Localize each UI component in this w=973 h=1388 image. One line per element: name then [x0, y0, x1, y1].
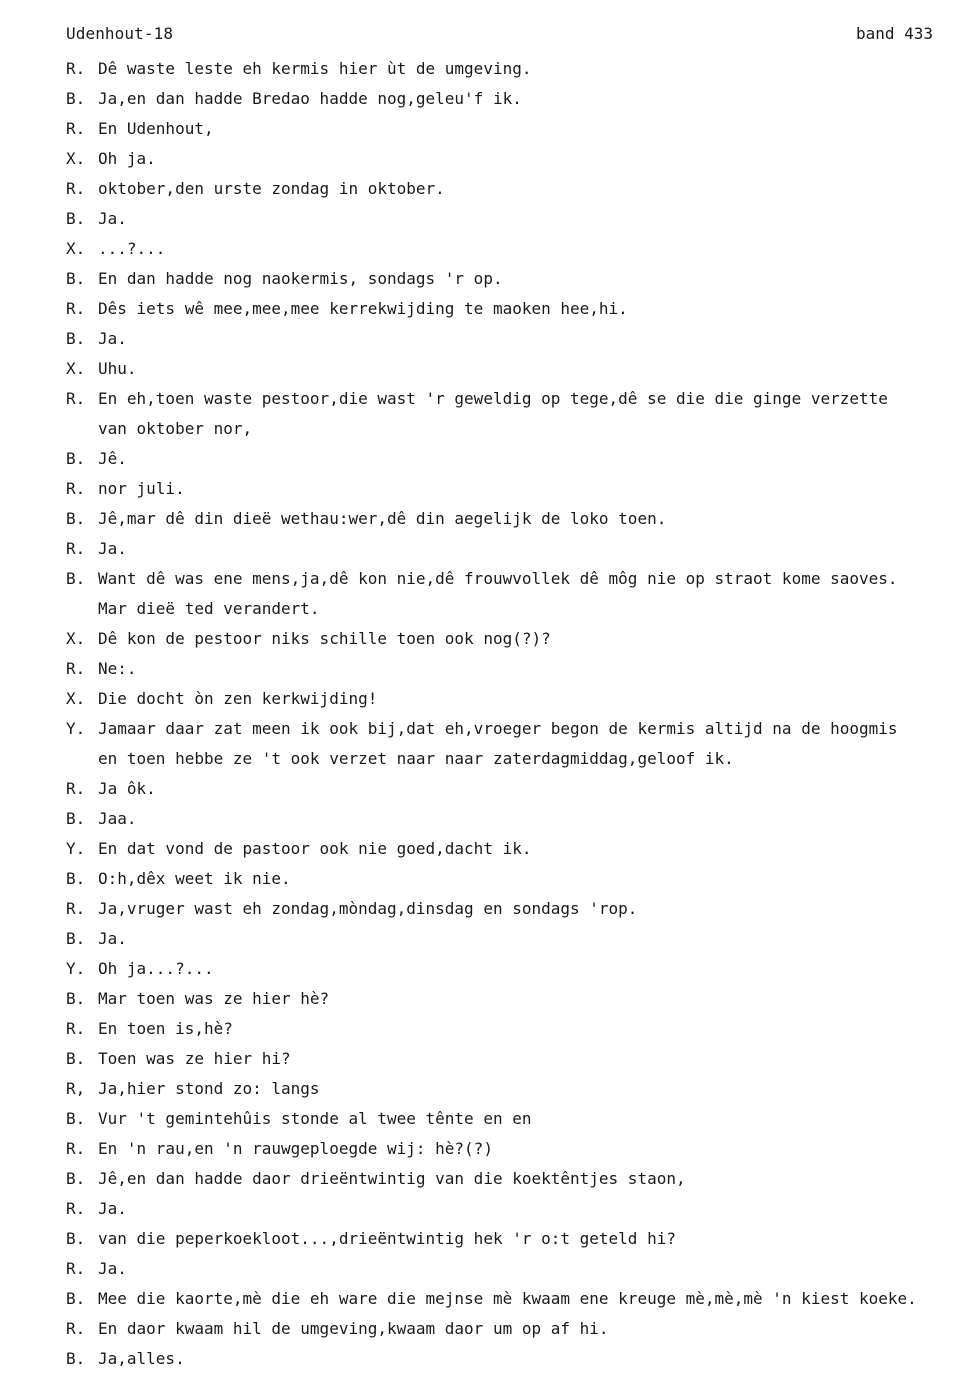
transcript-line — [66, 268, 956, 298]
transcript-line — [66, 208, 956, 238]
speaker-label: R. — [66, 389, 86, 408]
utterance-text: Ja. — [98, 329, 127, 348]
utterance-text: En eh,toen waste pestoor,die wast 'r geweldig op tege,dê se die die ginge verzette — [98, 389, 888, 408]
speaker-label: B. — [66, 1289, 86, 1308]
transcript-line — [66, 988, 956, 1018]
transcript-line — [66, 88, 956, 118]
utterance-text: Mar toen was ze hier hè? — [98, 989, 330, 1008]
speaker-label: B. — [66, 89, 86, 108]
speaker-label: B. — [66, 1049, 86, 1068]
utterance-text: Jamaar daar zat meen ik ook bij,dat eh,vroeger begon de kermis altijd na de hoogmis — [98, 719, 898, 738]
utterance-text: Ja ôk. — [98, 779, 156, 798]
speaker-label: B. — [66, 1349, 86, 1368]
speaker-label: R. — [66, 479, 86, 498]
transcript-line — [66, 1198, 956, 1228]
transcript-line — [66, 778, 956, 808]
transcript-line — [66, 1108, 956, 1138]
speaker-label: R. — [66, 179, 86, 198]
document-id: Udenhout-18 — [66, 24, 174, 43]
speaker-label: B. — [66, 929, 86, 948]
utterance-text: Vur 't gemintehûis stonde al twee tênte en en — [98, 1109, 532, 1128]
utterance-text: Die docht òn zen kerkwijding! — [98, 689, 378, 708]
utterance-text: ...?... — [98, 239, 166, 258]
transcript-line — [66, 928, 956, 958]
page-header — [66, 24, 933, 50]
transcript-line — [66, 658, 956, 688]
speaker-label: R. — [66, 119, 86, 138]
speaker-label: R. — [66, 659, 86, 678]
transcript-line — [66, 1018, 956, 1048]
transcript-line — [66, 748, 956, 778]
utterance-text: Ja,vruger wast eh zondag,mòndag,dinsdag en sondags 'rop. — [98, 899, 638, 918]
utterance-text: Ja,alles. — [98, 1349, 185, 1368]
utterance-text: Jê,mar dê din dieë wethau:wer,dê din aegelijk de loko toen. — [98, 509, 667, 528]
transcript-line — [66, 628, 956, 658]
transcript-line — [66, 1228, 956, 1258]
speaker-label: B. — [66, 1229, 86, 1248]
speaker-label: X. — [66, 359, 86, 378]
utterance-text: En 'n rau,en 'n rauwgeploegde wij: hè?(?) — [98, 1139, 493, 1158]
speaker-label: Y. — [66, 719, 86, 738]
transcript-line — [66, 538, 956, 568]
tape-number: band 433 — [855, 24, 933, 43]
transcript-line — [66, 448, 956, 478]
speaker-label: R. — [66, 539, 86, 558]
speaker-label: Y. — [66, 959, 86, 978]
transcript-line — [66, 958, 956, 988]
utterance-text: En dan hadde nog naokermis, sondags 'r op. — [98, 269, 503, 288]
speaker-label: R. — [66, 1319, 86, 1338]
transcript-line — [66, 868, 956, 898]
transcript-line — [66, 148, 956, 178]
transcript-line — [66, 58, 956, 88]
transcript-line — [66, 418, 956, 448]
speaker-label: R. — [66, 1259, 86, 1278]
utterance-text: Oh ja...?... — [98, 959, 214, 978]
transcript-line — [66, 388, 956, 418]
transcript-line — [66, 1138, 956, 1168]
utterance-text: Ja,hier stond zo: langs — [98, 1079, 320, 1098]
transcript-line — [66, 1348, 956, 1378]
transcript-line — [66, 118, 956, 148]
speaker-label: B. — [66, 869, 86, 888]
utterance-text: Toen was ze hier hi? — [98, 1049, 291, 1068]
utterance-text: Ja. — [98, 1259, 127, 1278]
speaker-label: B. — [66, 209, 86, 228]
transcript-line — [66, 598, 956, 628]
utterance-text: Dês iets wê mee,mee,mee kerrekwijding te maoken hee,hi. — [98, 299, 628, 318]
speaker-label: R. — [66, 1139, 86, 1158]
transcript-line — [66, 1288, 956, 1318]
speaker-label: R. — [66, 1199, 86, 1218]
utterance-text: Mar dieë ted verandert. — [98, 599, 320, 618]
transcript-line — [66, 298, 956, 328]
utterance-text: Ja,en dan hadde Bredao hadde nog,geleu'f ik. — [98, 89, 522, 108]
utterance-text: Ja. — [98, 209, 127, 228]
transcript-line — [66, 478, 956, 508]
utterance-text: Ja. — [98, 539, 127, 558]
speaker-label: B. — [66, 809, 86, 828]
transcript-line — [66, 328, 956, 358]
transcript — [66, 58, 956, 1378]
speaker-label: X. — [66, 239, 86, 258]
utterance-text: Jê,en dan hadde daor drieëntwintig van die koektêntjes staon, — [98, 1169, 686, 1188]
transcript-line — [66, 838, 956, 868]
utterance-text: van oktober nor, — [98, 419, 253, 438]
utterance-text: Uhu. — [98, 359, 137, 378]
speaker-label: B. — [66, 989, 86, 1008]
utterance-text: van die peperkoekloot...,drieëntwintig hek 'r o:t geteld hi? — [98, 1229, 676, 1248]
utterance-text: Jaa. — [98, 809, 137, 828]
transcript-line — [66, 898, 956, 928]
transcript-line — [66, 718, 956, 748]
transcript-line — [66, 1168, 956, 1198]
utterance-text: Dê waste leste eh kermis hier ùt de umgeving. — [98, 59, 532, 78]
speaker-label: B. — [66, 1109, 86, 1128]
utterance-text: Ja. — [98, 929, 127, 948]
transcript-line — [66, 508, 956, 538]
utterance-text: En toen is,hè? — [98, 1019, 233, 1038]
utterance-text: Ne:. — [98, 659, 137, 678]
transcript-line — [66, 358, 956, 388]
transcript-line — [66, 178, 956, 208]
transcript-line — [66, 688, 956, 718]
transcript-line — [66, 238, 956, 268]
speaker-label: B. — [66, 449, 86, 468]
speaker-label: B. — [66, 269, 86, 288]
utterance-text: Oh ja. — [98, 149, 156, 168]
speaker-label: R. — [66, 59, 86, 78]
transcript-line — [66, 1318, 956, 1348]
speaker-label: B. — [66, 569, 86, 588]
utterance-text: Ja. — [98, 1199, 127, 1218]
speaker-label: X. — [66, 689, 86, 708]
speaker-label: B. — [66, 1169, 86, 1188]
speaker-label: R. — [66, 1019, 86, 1038]
speaker-label: X. — [66, 149, 86, 168]
utterance-text: Dê kon de pestoor niks schille toen ook nog(?)? — [98, 629, 551, 648]
utterance-text: Want dê was ene mens,ja,dê kon nie,dê frouwvollek dê môg nie op straot kome saoves. — [98, 569, 898, 588]
utterance-text: Jê. — [98, 449, 127, 468]
speaker-label: B. — [66, 509, 86, 528]
utterance-text: nor juli. — [98, 479, 185, 498]
speaker-label: B. — [66, 329, 86, 348]
transcript-line — [66, 1078, 956, 1108]
speaker-label: R. — [66, 779, 86, 798]
speaker-label: R. — [66, 899, 86, 918]
transcript-line — [66, 808, 956, 838]
utterance-text: En daor kwaam hil de umgeving,kwaam daor um op af hi. — [98, 1319, 609, 1338]
speaker-label: R. — [66, 299, 86, 318]
speaker-label: X. — [66, 629, 86, 648]
utterance-text: oktober,den urste zondag in oktober. — [98, 179, 445, 198]
utterance-text: O:h,dêx weet ik nie. — [98, 869, 291, 888]
transcript-line — [66, 1258, 956, 1288]
utterance-text: En Udenhout, — [98, 119, 214, 138]
speaker-label: Y. — [66, 839, 86, 858]
utterance-text: en toen hebbe ze 't ook verzet naar naar zaterdagmiddag,geloof ik. — [98, 749, 734, 768]
transcript-line — [66, 1048, 956, 1078]
utterance-text: En dat vond de pastoor ook nie goed,dacht ik. — [98, 839, 532, 858]
speaker-label: R, — [66, 1079, 86, 1098]
transcript-line — [66, 568, 956, 598]
utterance-text: Mee die kaorte,mè die eh ware die mejnse mè kwaam ene kreuge mè,mè,mè 'n kiest koeke. — [98, 1289, 917, 1308]
